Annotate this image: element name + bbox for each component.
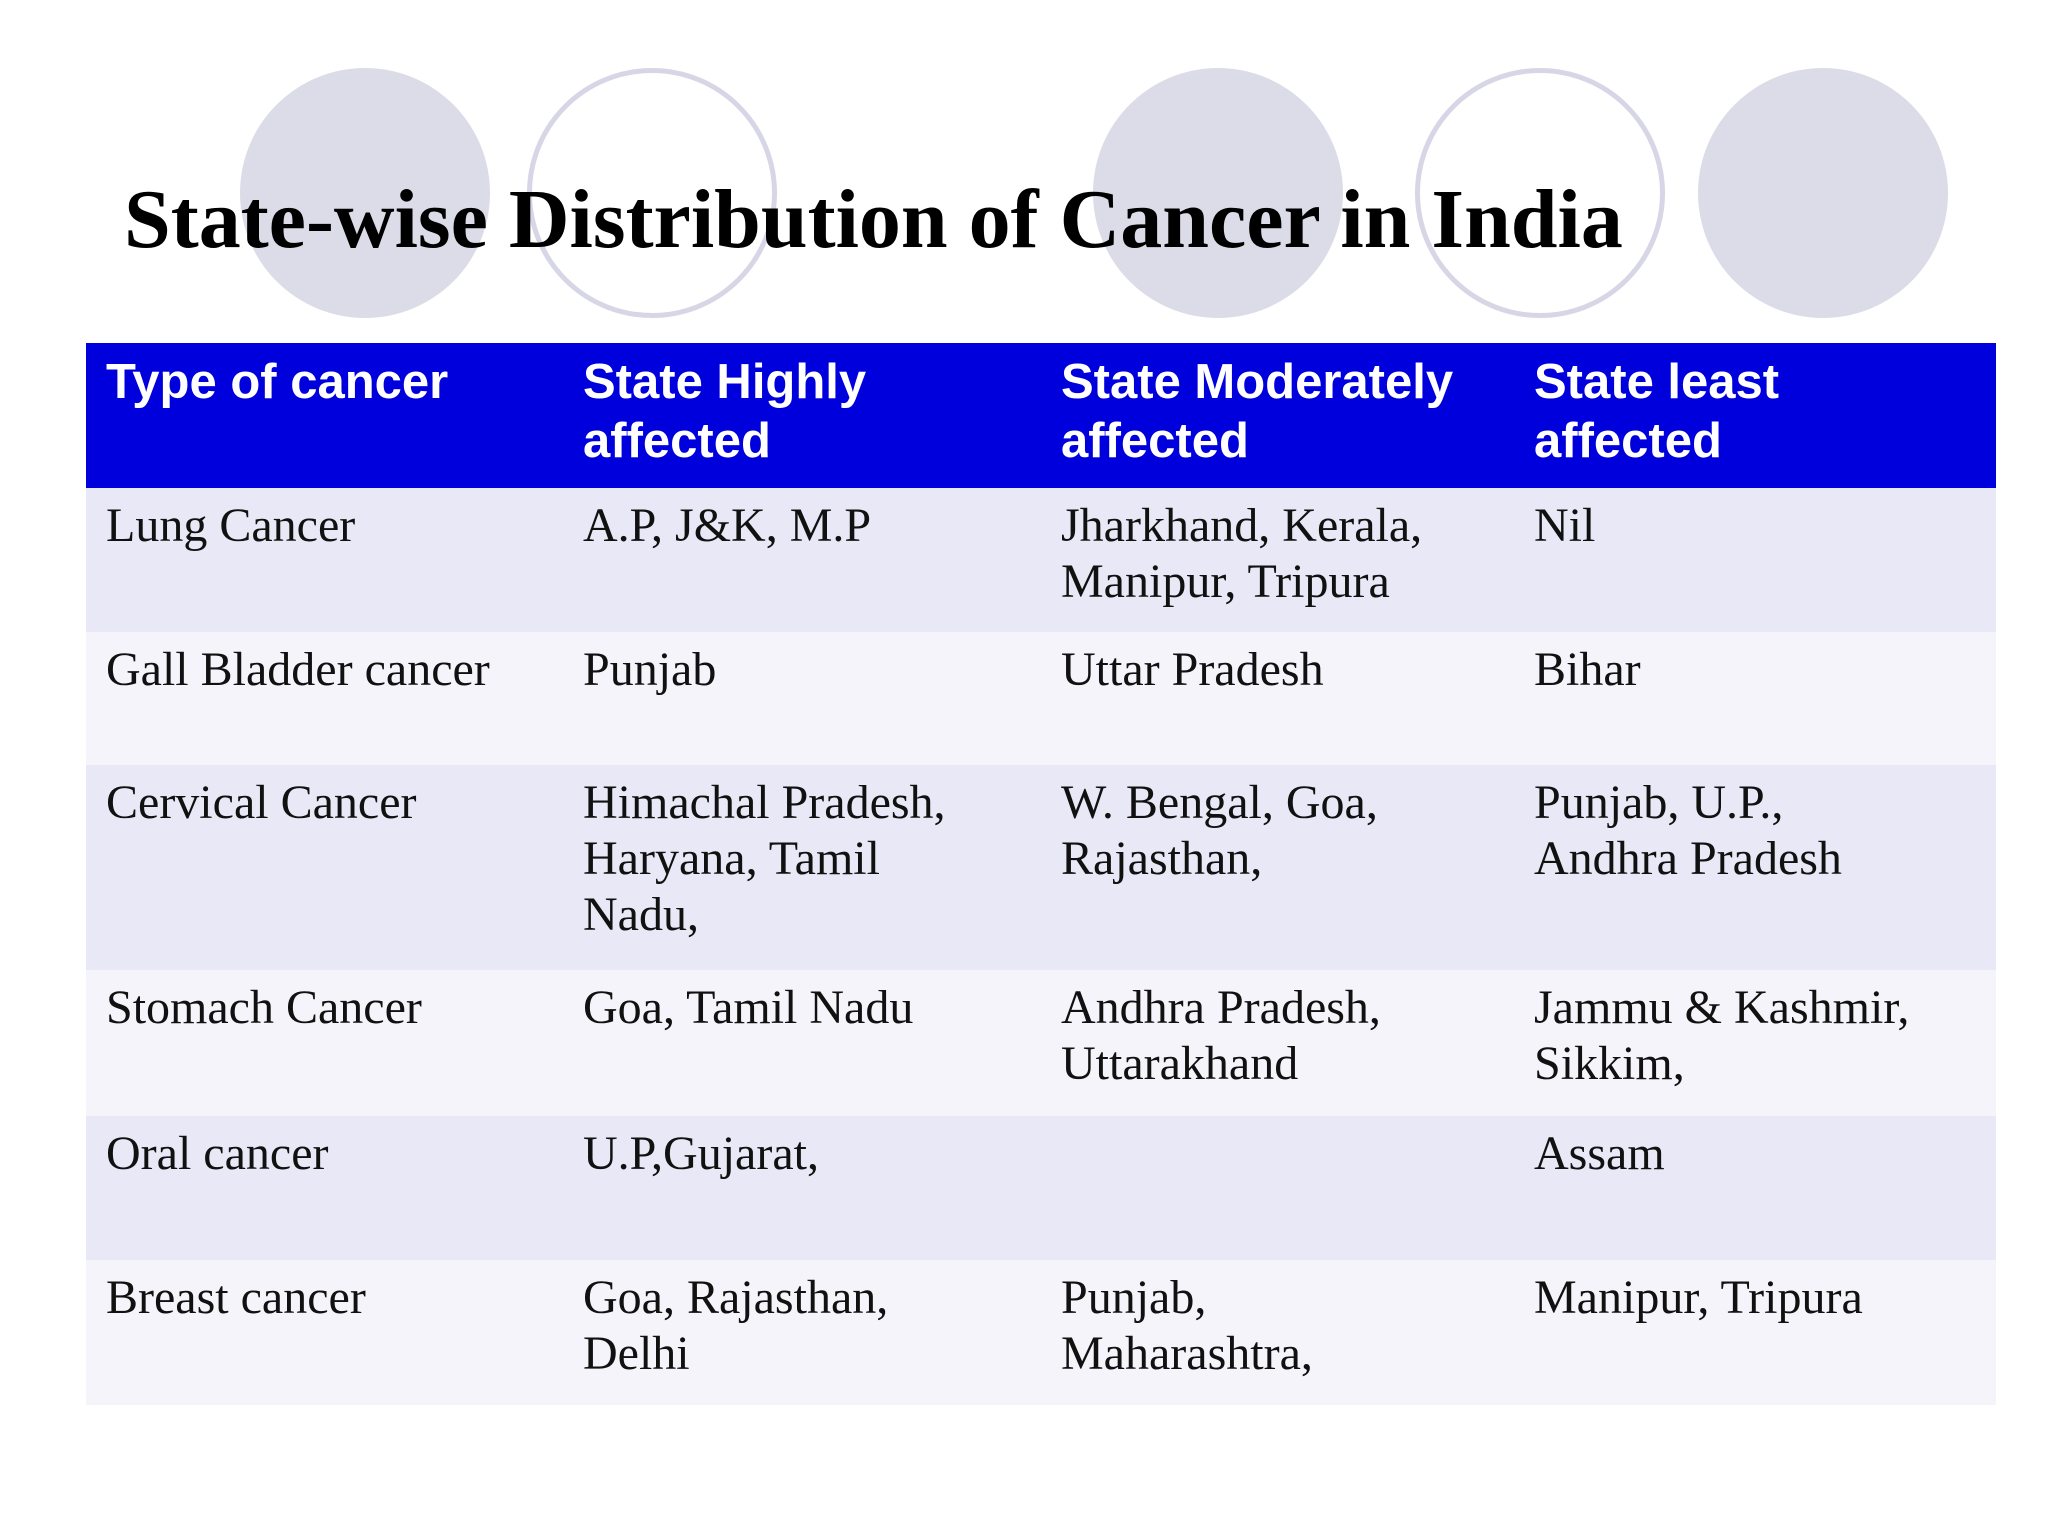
highly-affected-cell: A.P, J&K, M.P (583, 499, 872, 552)
decorative-circle-3 (1698, 68, 1948, 318)
least-affected-cell: Nil (1534, 499, 1596, 552)
highly-affected-cell: Himachal Pradesh, Haryana, Tamil Nadu, (583, 776, 946, 941)
cancer-type-cell: Gall Bladder cancer (106, 643, 490, 696)
header-highly-affected: State Highly affected (583, 355, 867, 468)
cancer-distribution-table (86, 343, 1996, 1405)
table-row (86, 765, 1996, 970)
highly-affected-cell: U.P,Gujarat, (583, 1127, 819, 1180)
moderately-affected-cell: Uttar Pradesh (1061, 643, 1324, 696)
table-header (86, 343, 1996, 488)
table-row (86, 488, 1996, 632)
table-row (86, 632, 1996, 765)
cancer-type-cell: Breast cancer (106, 1271, 366, 1324)
cancer-type-cell: Lung Cancer (106, 499, 356, 552)
highly-affected-cell: Punjab (583, 643, 717, 696)
least-affected-cell: Bihar (1534, 643, 1641, 696)
cancer-type-cell: Oral cancer (106, 1127, 329, 1180)
header-cancer-type: Type of cancer (106, 355, 449, 409)
slide-title: State-wise Distribution of Cancer in India (124, 173, 1623, 266)
table-body (86, 488, 1996, 1405)
highly-affected-cell: Goa, Rajasthan, Delhi (583, 1271, 889, 1380)
least-affected-cell: Jammu & Kashmir, Sikkim, (1534, 981, 1910, 1090)
table-row (86, 1260, 1996, 1405)
least-affected-cell: Assam (1534, 1127, 1665, 1180)
cancer-type-cell: Cervical Cancer (106, 776, 417, 829)
moderately-affected-cell: Jharkhand, Kerala, Manipur, Tripura (1061, 499, 1423, 608)
table-row (86, 1116, 1996, 1260)
header-moderately-affected: State Moderately affected (1061, 355, 1454, 468)
moderately-affected-cell: W. Bengal, Goa, Rajasthan, (1061, 776, 1378, 885)
header-least-affected: State least affected (1534, 355, 1780, 468)
table-row (86, 970, 1996, 1116)
least-affected-cell: Punjab, U.P., Andhra Pradesh (1534, 776, 1842, 885)
moderately-affected-cell: Andhra Pradesh, Uttarakhand (1061, 981, 1381, 1090)
least-affected-cell: Manipur, Tripura (1534, 1271, 1863, 1324)
highly-affected-cell: Goa, Tamil Nadu (583, 981, 914, 1034)
cancer-type-cell: Stomach Cancer (106, 981, 422, 1034)
header-row (86, 343, 1996, 488)
moderately-affected-cell: Punjab, Maharashtra, (1061, 1271, 1313, 1380)
moderately-affected-cell (1041, 1116, 1514, 1260)
